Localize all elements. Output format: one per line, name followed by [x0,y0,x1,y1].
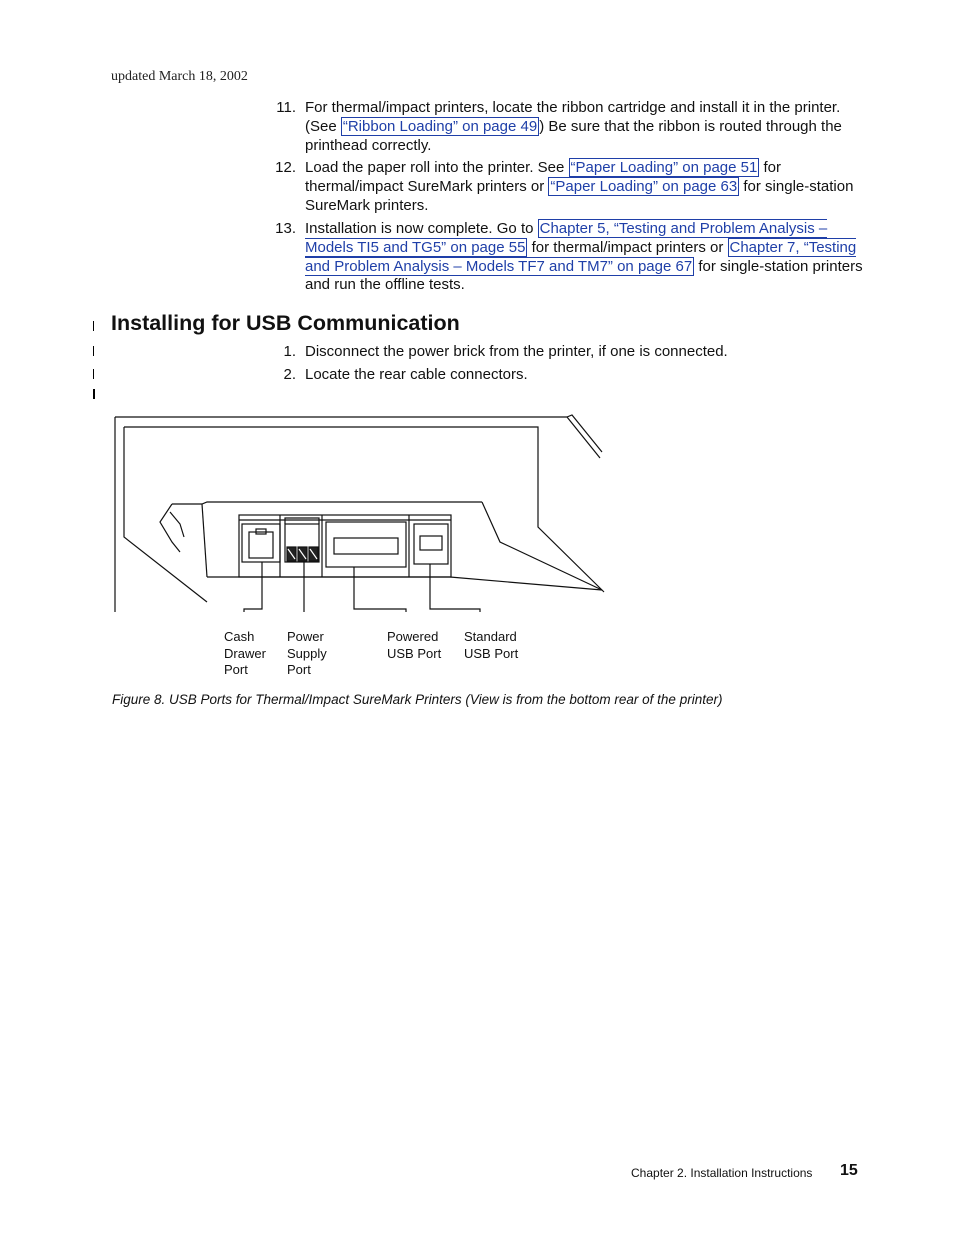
cross-reference-link[interactable]: “Paper Loading” on page 63 [550,177,738,195]
step-text-run: for thermal/impact SureMark printers or [305,159,782,195]
step-text [305,99,865,155]
updated-date: updated March 18, 2002 [111,69,248,84]
step-number: 13. [275,220,296,237]
change-bar [93,346,94,356]
step-number: 12. [275,159,296,176]
step-number: 11. [276,99,296,116]
cash-drawer-port-label: Cash Drawer Port [224,629,266,677]
change-bar [93,389,95,399]
cross-reference-link[interactable]: “Paper Loading” on page 51 [570,159,758,176]
cross-reference-link[interactable]: Chapter 5, “Testing and Problem Analysis – Models TI5 and TG5” on page 55 [305,220,828,256]
step-text-run: ) Be sure that the ribbon is routed through the printhead correctly. [305,117,842,154]
cross-reference-link[interactable]: Chapter 7, “Testing and Problem Analysis – Models TF7 and TM7” on page 67 [305,238,857,275]
page-number: 15 [840,1162,858,1179]
change-bar [93,369,94,379]
step-text-run: For thermal/impact printers, locate the ribbon cartridge and install it in the printer. (See [305,99,841,135]
cross-reference-link[interactable]: “Ribbon Loading” on page 49 [342,117,538,135]
step-text-run: for thermal/impact printers or [527,238,728,256]
step-text [305,220,865,295]
step-text-run: Installation is now complete. Go to [305,220,538,237]
power-supply-port-label: Power Supply Port [287,629,327,677]
standard-usb-port-label: Standard USB Port [464,629,519,661]
powered-usb-port-label: Powered USB Port [387,629,442,661]
printer-rear-illustration [112,412,607,612]
footer-chapter: Chapter 2. Installation Instructions [631,1166,813,1180]
section-heading: Installing for USB Communication [111,311,460,335]
step-text-run: for single-station printers and run the offline tests. [305,257,863,294]
figure-caption: Figure 8. USB Ports for Thermal/Impact SureMark Printers (View is from the bottom rear of the printer) [112,692,723,707]
step-text-run: for single-station SureMark printers. [305,177,854,214]
step-text-run: Load the paper roll into the printer. See [305,159,569,176]
usb-ports-figure [112,412,607,692]
change-bar [93,321,94,331]
step-text [305,159,865,215]
